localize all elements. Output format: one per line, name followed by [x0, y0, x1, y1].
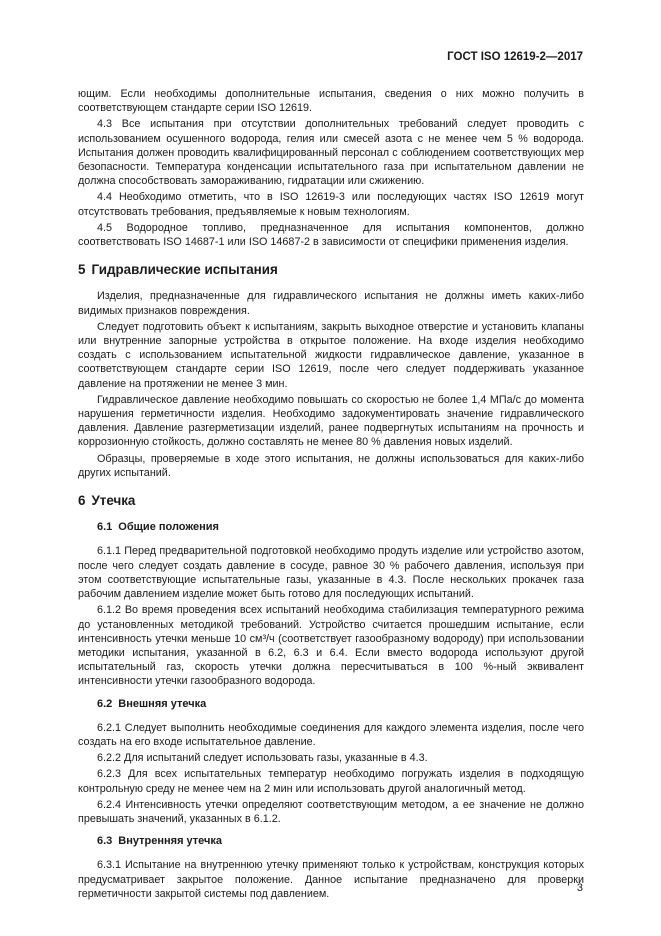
paragraph-6-1-2: 6.1.2 Во время проведения всех испытаний необходима стабилизация температурного режима до установленных методикой требований. Устройство считается прошедшим испытание, если интенсивность утечки меньше 10 см³/ч (соответствует газообразному водороду) при использовании методики испытания, указанной в 6.2, 6.3 и 6.4. Если вместо водорода используют другой испытательный газ, скорость утечки должна пересчитываться в 100 %-ный эквивалент интенсивности утечки газообразного водорода.	[78, 604, 584, 688]
document-code-header: ГОСТ ISO 12619-2—2017	[447, 51, 583, 63]
paragraph-4-4: 4.4 Необходимо отметить, что в ISO 12619-3 или последующих частях ISO 12619 могут отсутствовать требования, предъявляемые к новым технологиям.	[78, 191, 584, 218]
paragraph: ющим. Если необходимы дополнительные испытания, сведения о них можно получить в соответствующем стандарте серии ISO 12619.	[78, 88, 584, 115]
section-5-heading	[78, 263, 584, 277]
paragraph: Гидравлическое давление необходимо повышать со скоростью не более 1,4 МПа/с до момента нарушения герметичности изделия. Необходимо задокументировать значение гидравлического давления. Давление разгерметизации изделий, ранее подвергнутых испытаниям на прочность и коррозионную стойкость, должно составлять не менее 80 % давления новых изделий.	[78, 393, 584, 449]
subsection-6-1-heading	[78, 520, 584, 534]
paragraph-6-2-2: 6.2.2 Для испытаний следует использовать газы, указанные в 4.3.	[97, 752, 428, 765]
document-body	[78, 87, 584, 903]
paragraph-6-3-1: 6.3.1 Испытание на внутреннюю утечку применяют только к устройствам, конструкция которых предусматривает закрытое положение. Данное испытание предназначено для проверки герметичности закрытой системы под давлением.	[78, 859, 584, 900]
section-number: 5	[78, 262, 86, 278]
paragraph: Образцы, проверяемые в ходе этого испытания, не должны использоваться для каких-либо других испытаний.	[78, 452, 584, 479]
paragraph-6-2-3: 6.2.3 Для всех испытательных температур необходимо погружать изделия в подходящую контрольную среду не менее чем на 2 мин или использовать другой аналогичный метод.	[78, 768, 584, 795]
subsection-title: Общие положения	[118, 521, 219, 534]
section-title: Гидравлические испытания	[91, 262, 278, 278]
page-number: 3	[576, 882, 583, 894]
paragraph-6-2-4: 6.2.4 Интенсивность утечки определяют соответствующим методом, а ее значение не должно превышать значений, указанных в 6.1.2.	[78, 798, 584, 825]
subsection-title: Внутренняя утечка	[118, 835, 223, 848]
subsection-title: Внешняя утечка	[118, 697, 207, 710]
section-6-heading	[78, 494, 584, 508]
paragraph-6-2-1: 6.2.1 Следует выполнить необходимые соединения для каждого элемента изделия, после чего создать на его входе испытательное давление.	[78, 721, 584, 748]
subsection-6-2-heading	[78, 697, 584, 711]
paragraph: Изделия, предназначенные для гидравлического испытания не должны иметь каких-либо видимых признаков повреждения.	[78, 290, 584, 317]
paragraph-4-3: 4.3 Все испытания при отсутствии дополнительных требований следует проводить с использованием осушенного водорода, гелия или смесей азота с не менее чем 5 % водорода. Испытания должен проводить квалифицированный персонал с соблюдением соответствующих мер безопасности. Температура конденсации испытательного газа при испытательном давлении не должна способствовать замораживанию, гидратации или сжижению.	[78, 118, 584, 188]
paragraph-4-5: 4.5 Водородное топливо, предназначенное для испытания компонентов, должно соответствовать ISO 14687-1 или ISO 14687-2 в зависимости от специфики применения изделия.	[78, 221, 584, 249]
subsection-number: 6.1	[97, 521, 113, 534]
subsection-6-3-heading	[78, 834, 584, 848]
section-title: Утечка	[91, 493, 136, 509]
paragraph: Следует подготовить объект к испытаниям, закрыть выходное отверстие и установить клапаны или внутренние запорные устройства в открытое положение. На входе изделия необходимо создать с использованием испытательной жидкости гидравлическое давление, указанное в соответствующем стандарте серии ISO 12619, после чего следует поддерживать указанное давление на протяжении не менее 3 мин.	[78, 320, 584, 390]
section-number: 6	[78, 493, 86, 509]
subsection-number: 6.3	[97, 835, 113, 848]
paragraph-6-1-1: 6.1.1 Перед предварительной подготовкой необходимо продуть изделие или устройство азотом, после чего следует создать давление в сосуде, равное 30 % рабочего давления, используя при этом соответствующие испытательные газы, указанные в 4.3. После нескольких прокачек газа рабочим давлением изделие может быть готово для последующих испытаний.	[78, 545, 584, 601]
subsection-number: 6.2	[97, 697, 113, 710]
